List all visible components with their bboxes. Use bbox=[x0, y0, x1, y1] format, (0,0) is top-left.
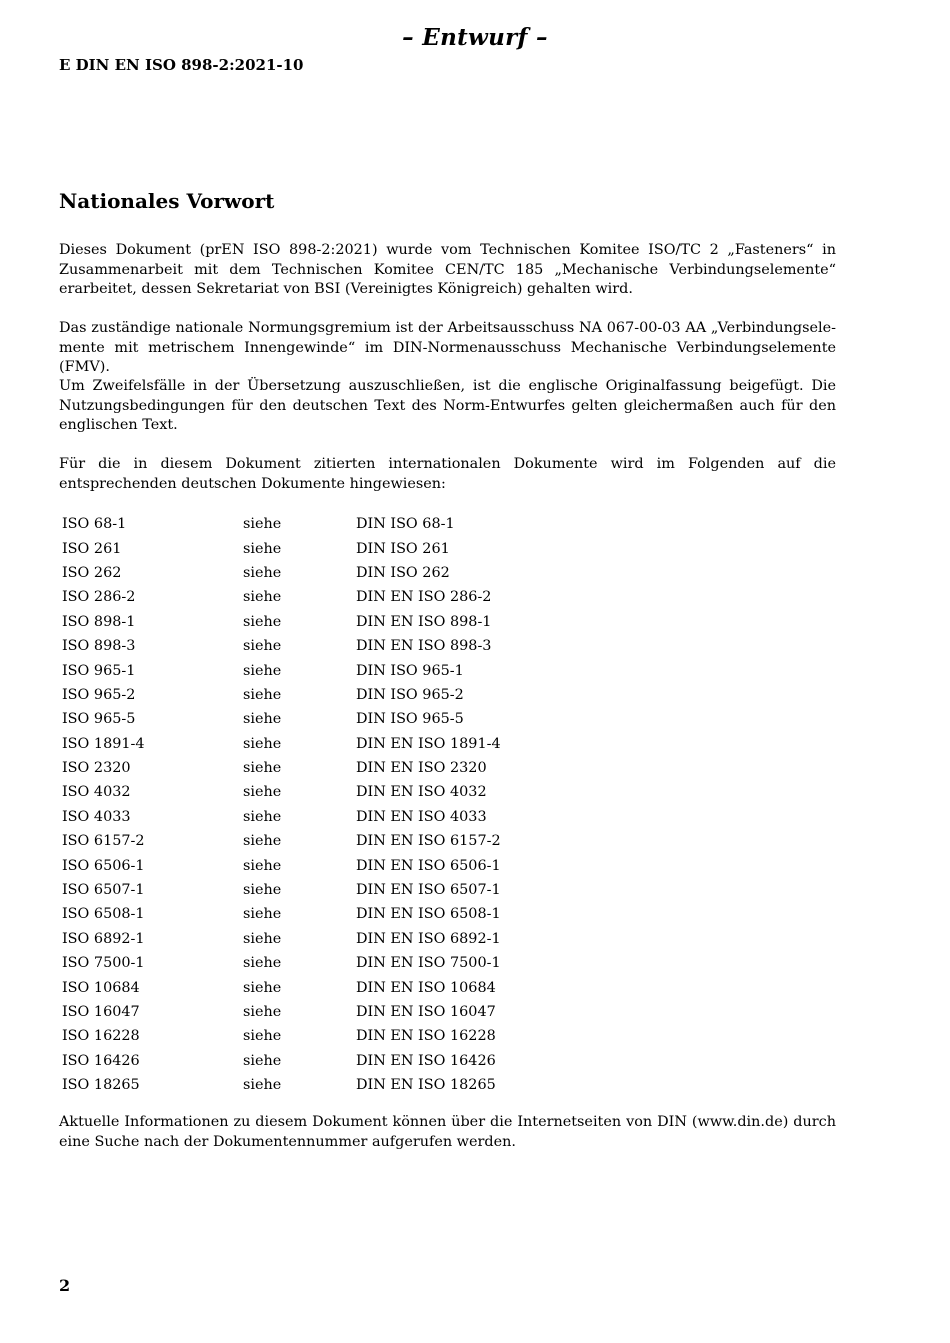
iso-reference: ISO 898-3 bbox=[62, 638, 136, 655]
reference-row bbox=[59, 561, 556, 585]
reference-row bbox=[59, 683, 556, 707]
iso-reference: ISO 6892-1 bbox=[62, 930, 145, 947]
din-reference: DIN EN ISO 10684 bbox=[356, 979, 496, 996]
see-label: siehe bbox=[243, 882, 282, 899]
iso-reference: ISO 965-2 bbox=[62, 686, 136, 703]
see-label: siehe bbox=[243, 760, 282, 777]
reference-row bbox=[59, 536, 556, 560]
iso-reference: ISO 1891-4 bbox=[62, 735, 145, 752]
iso-reference: ISO 965-1 bbox=[62, 662, 136, 679]
reference-row bbox=[59, 707, 556, 731]
reference-row bbox=[59, 512, 556, 536]
reference-row bbox=[59, 878, 556, 902]
paragraph-committee: Dieses Dokument (prEN ISO 898-2:2021) wurde vom Technischen Komitee ISO/TC 2 „Fasteners“ in Zusammenarbeit mit dem Technischen Komitee CEN/TC 185 „Mechanische Verbindungselemente“ erarbeitet, dessen Sekretariat von BSI (Vereinigtes Königreich) gehalten wird. bbox=[59, 242, 836, 298]
din-reference: DIN ISO 261 bbox=[356, 540, 450, 557]
see-label: siehe bbox=[243, 1077, 282, 1094]
iso-reference: ISO 4033 bbox=[62, 808, 131, 825]
see-label: siehe bbox=[243, 784, 282, 801]
iso-reference: ISO 261 bbox=[62, 540, 122, 557]
reference-row bbox=[59, 1024, 556, 1048]
iso-reference: ISO 10684 bbox=[62, 979, 140, 996]
page-number: 2 bbox=[59, 1276, 71, 1295]
see-label: siehe bbox=[243, 1028, 282, 1045]
din-reference: DIN EN ISO 6157-2 bbox=[356, 833, 501, 850]
reference-row bbox=[59, 610, 556, 634]
iso-reference: ISO 6508-1 bbox=[62, 906, 145, 923]
din-reference: DIN EN ISO 7500-1 bbox=[356, 955, 501, 972]
see-label: siehe bbox=[243, 808, 282, 825]
reference-row bbox=[59, 927, 556, 951]
din-reference: DIN EN ISO 6508-1 bbox=[356, 906, 501, 923]
din-reference: DIN EN ISO 16228 bbox=[356, 1028, 496, 1045]
din-reference: DIN ISO 965-5 bbox=[356, 711, 464, 728]
iso-reference: ISO 286-2 bbox=[62, 589, 136, 606]
see-label: siehe bbox=[243, 833, 282, 850]
reference-table-body bbox=[59, 512, 556, 1097]
din-reference: DIN ISO 965-1 bbox=[356, 662, 464, 679]
reference-row bbox=[59, 1000, 556, 1024]
reference-row bbox=[59, 634, 556, 658]
see-label: siehe bbox=[243, 1004, 282, 1020]
iso-reference: ISO 6506-1 bbox=[62, 857, 145, 874]
iso-reference: ISO 6507-1 bbox=[62, 882, 145, 899]
din-reference: DIN EN ISO 286-2 bbox=[356, 589, 492, 606]
reference-row bbox=[59, 975, 556, 999]
see-label: siehe bbox=[243, 979, 282, 996]
see-label: siehe bbox=[243, 589, 282, 606]
din-reference: DIN EN ISO 2320 bbox=[356, 760, 487, 777]
reference-table bbox=[59, 512, 556, 1097]
reference-row bbox=[59, 756, 556, 780]
reference-row bbox=[59, 902, 556, 926]
see-label: siehe bbox=[243, 711, 282, 728]
see-label: siehe bbox=[243, 613, 282, 630]
see-label: siehe bbox=[243, 735, 282, 752]
document-identifier: E DIN EN ISO 898-2:2021-10 bbox=[59, 56, 304, 74]
see-label: siehe bbox=[243, 955, 282, 972]
din-reference: DIN EN ISO 18265 bbox=[356, 1077, 496, 1094]
din-reference: DIN EN ISO 898-3 bbox=[356, 638, 492, 655]
reference-row bbox=[59, 732, 556, 756]
din-reference: DIN EN ISO 898-1 bbox=[356, 613, 492, 630]
draft-watermark: – Entwurf – bbox=[402, 24, 548, 51]
see-label: siehe bbox=[243, 1052, 282, 1069]
reference-row bbox=[59, 1073, 556, 1097]
iso-reference: ISO 262 bbox=[62, 564, 122, 581]
see-label: siehe bbox=[243, 564, 282, 581]
iso-reference: ISO 16047 bbox=[62, 1004, 140, 1020]
see-label: siehe bbox=[243, 930, 282, 947]
reference-row bbox=[59, 853, 556, 877]
iso-reference: ISO 16426 bbox=[62, 1052, 140, 1069]
din-reference: DIN EN ISO 6506-1 bbox=[356, 857, 501, 874]
reference-row bbox=[59, 780, 556, 804]
iso-reference: ISO 2320 bbox=[62, 760, 131, 777]
paragraph-national-body: Das zuständige nationale Normungsgremium ist der Arbeitsausschuss NA 067-00-03 AA „Verbindungselemente mit metrischem Innengewinde“ im DIN-Normenausschuss Mechanische Verbindungselemente (FMV). bbox=[59, 320, 836, 376]
din-reference: DIN EN ISO 16426 bbox=[356, 1052, 496, 1069]
paragraph-translation: Um Zweifelsfälle in der Übersetzung auszuschließen, ist die englische Originalfassung beigefügt. Die Nutzungsbedingungen für den deutschen Text des Norm-Entwurfes gelten gleichermaßen auch für den englischen Text. bbox=[59, 378, 836, 434]
reference-row bbox=[59, 829, 556, 853]
iso-reference: ISO 16228 bbox=[62, 1028, 140, 1045]
reference-row bbox=[59, 658, 556, 682]
reference-row bbox=[59, 585, 556, 609]
din-reference: DIN EN ISO 1891-4 bbox=[356, 735, 501, 752]
see-label: siehe bbox=[243, 516, 282, 533]
see-label: siehe bbox=[243, 540, 282, 557]
see-label: siehe bbox=[243, 857, 282, 874]
din-reference: DIN ISO 262 bbox=[356, 564, 450, 581]
din-reference: DIN ISO 68-1 bbox=[356, 516, 455, 533]
din-reference: DIN EN ISO 4032 bbox=[356, 784, 487, 801]
reference-row bbox=[59, 1049, 556, 1073]
iso-reference: ISO 4032 bbox=[62, 784, 131, 801]
din-reference: DIN EN ISO 6892-1 bbox=[356, 930, 501, 947]
see-label: siehe bbox=[243, 686, 282, 703]
paragraph-current-info: Aktuelle Informationen zu diesem Dokument können über die Internetseiten von DIN (www.din.de) durch eine Suche nach der Dokumentennummer aufgerufen werden. bbox=[59, 1114, 836, 1150]
iso-reference: ISO 898-1 bbox=[62, 613, 136, 630]
see-label: siehe bbox=[243, 906, 282, 923]
din-reference: DIN EN ISO 16047 bbox=[356, 1004, 496, 1020]
paragraph-references-intro: Für die in diesem Dokument zitierten internationalen Dokumente wird im Folgenden auf die entsprechenden deutschen Dokumente hingewiesen: bbox=[59, 456, 836, 492]
iso-reference: ISO 6157-2 bbox=[62, 833, 145, 850]
see-label: siehe bbox=[243, 638, 282, 655]
din-reference: DIN EN ISO 4033 bbox=[356, 808, 487, 825]
reference-row bbox=[59, 805, 556, 829]
iso-reference: ISO 68-1 bbox=[62, 516, 127, 533]
iso-reference: ISO 18265 bbox=[62, 1077, 140, 1094]
see-label: siehe bbox=[243, 662, 282, 679]
reference-row bbox=[59, 951, 556, 975]
iso-reference: ISO 965-5 bbox=[62, 711, 136, 728]
iso-reference: ISO 7500-1 bbox=[62, 955, 145, 972]
din-reference: DIN ISO 965-2 bbox=[356, 686, 464, 703]
din-reference: DIN EN ISO 6507-1 bbox=[356, 882, 501, 899]
section-title: Nationales Vorwort bbox=[59, 189, 275, 213]
